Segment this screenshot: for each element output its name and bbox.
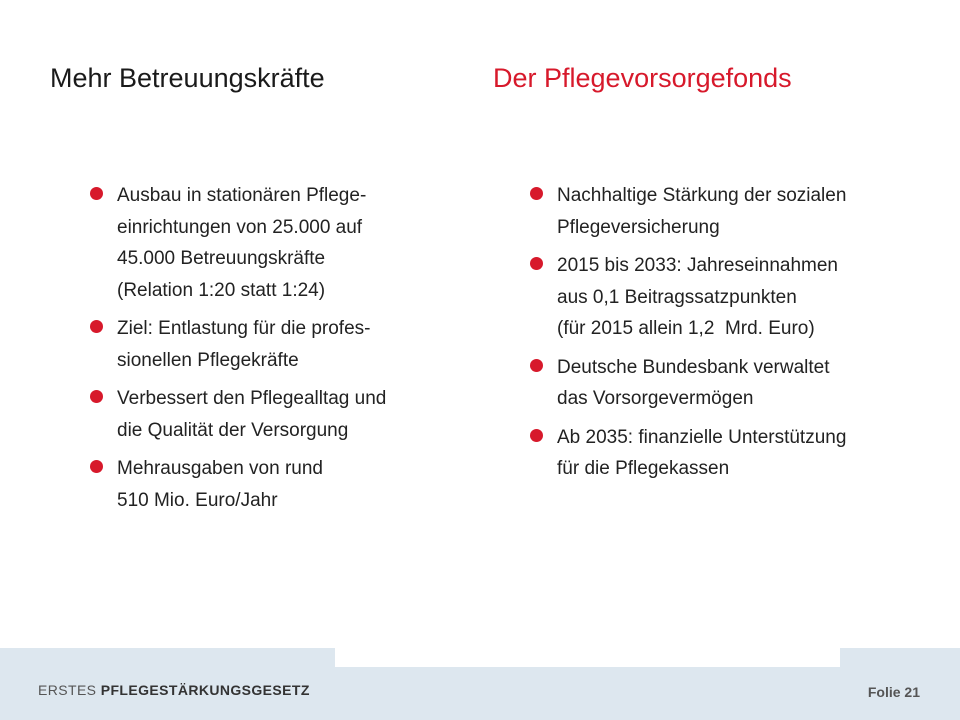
bullet-line: 510 Mio. Euro/Jahr [117,489,278,511]
bullet-line: (Relation 1:20 statt 1:24) [117,279,326,301]
title-right: Der Pflegevorsorgefonds [493,63,792,93]
bullet-line: Mehrausgaben von rund [117,458,323,479]
bullet-line: sionellen Pflegekräfte [117,349,299,371]
bullet-dot-icon [530,429,543,442]
bullet-line: Ab 2035: finanzielle Unterstützung [557,426,847,448]
bullet-dot-icon [90,320,103,333]
bullet-line: für die Pflegekassen [557,458,730,479]
bullet-item [530,422,930,485]
bullet-dot-icon [530,257,543,270]
footer-brand-bold: PFLEGESTÄRKUNGSGESETZ [100,682,310,698]
bullet-line: 45.000 Betreuungskräfte [117,248,326,269]
bullet-line: 2015 bis 2033: Jahreseinnahmen [557,255,838,276]
bullet-line: (für 2015 allein 1,2 Mrd. Euro) [557,318,815,339]
bullet-item [90,383,465,446]
left-bullet-list [90,180,465,516]
bullet-dot-icon [530,187,543,200]
bullet-dot-icon [530,359,543,372]
footer-brand-prefix: ERSTES [38,682,101,698]
bullet-item [530,352,930,415]
bullet-line: Verbessert den Pflegealltag und [117,388,387,409]
title-left: Mehr Betreuungskräfte [50,63,325,93]
slide-number: Folie 21 [867,684,920,700]
bullet-line: Deutsche Bundesbank verwaltet [557,356,830,378]
bullet-item [90,313,465,376]
bullet-item [530,250,930,345]
bullet-line: aus 0,1 Beitragssatzpunkten [557,286,797,308]
bullet-line: das Vorsorgevermögen [557,388,754,409]
bullet-dot-icon [90,187,103,200]
footer-notch [335,648,840,667]
bullet-item [530,180,930,243]
bullet-dot-icon [90,390,103,403]
bullet-line: Ziel: Entlastung für die profes- [117,318,371,339]
bullet-line: Pflegeversicherung [557,216,720,238]
bullet-item [90,453,465,516]
bullet-line: Nachhaltige Stärkung der sozialen [557,185,847,206]
bullet-line: die Qualität der Versorgung [117,419,349,441]
right-bullet-list [530,180,930,485]
bullet-dot-icon [90,460,103,473]
bullet-line: Ausbau in stationären Pflege- [117,185,367,206]
footer-brand [38,682,310,698]
bullet-line: einrichtungen von 25.000 auf [117,216,363,238]
bullet-item [90,180,465,306]
